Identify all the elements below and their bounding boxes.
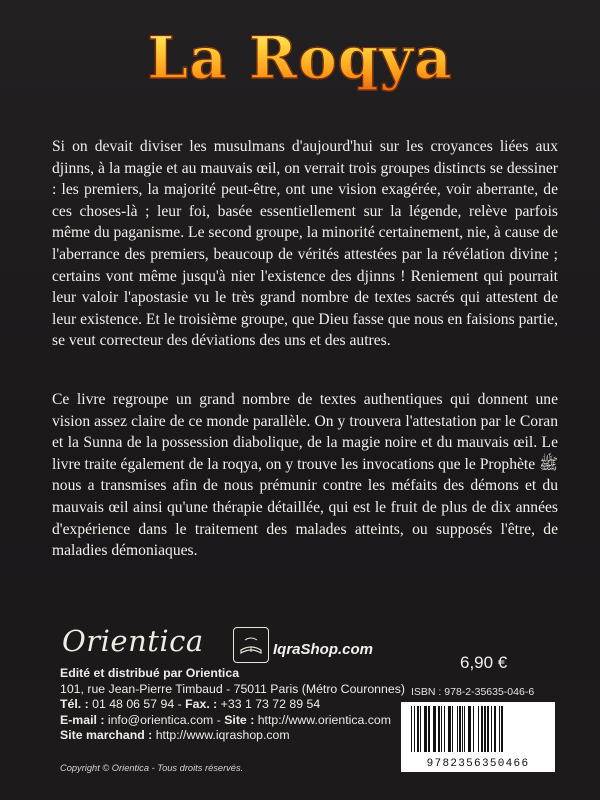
barcode-bar [459, 706, 461, 752]
barcode-bars [401, 702, 555, 758]
site-value: http://www.orientica.com [257, 712, 391, 727]
barcode-bar [424, 706, 427, 752]
iqrashop-logo-text: IqraShop.com [273, 641, 374, 658]
barcode-bar [494, 706, 496, 752]
barcode-bar [452, 706, 453, 752]
barcode-bar [414, 706, 415, 752]
barcode-bar [487, 706, 489, 752]
publisher-phone-row: Tél. : 01 48 06 57 94 - Fax. : +33 1 73 72 89 54 [60, 697, 321, 712]
description-paragraph-2: Ce livre regroupe un grand nombre de textes authentiques qui donnent une vision assez claire de ce monde parallèle. On y trouvera l'attestation par le Coran et la Sunna de la possession diabolique, de la magie noire et du mauvais œil. Le livre traite également de la roqya, on y trouve les invocations que le Prophète ﷺ nous a transmises afin de nous prémunir contre les méfaits des démons et du mauvais œil ainsi qu'une thérapie détaillée, qui est le fruit de plus de dix années d'expérience dans le traitement des malades atteints, ou supposés l'être, de maladies démoniaques. [52, 391, 558, 560]
book-title: La Roqya [0, 18, 600, 98]
email-label: E-mail : [60, 712, 105, 727]
isbn: ISBN : 978-2-35635-046-6 [411, 686, 535, 698]
orientica-logo: Orientica [62, 624, 204, 658]
publisher-line: Edité et distribué par Orientica [60, 666, 240, 680]
iqrashop-book-icon [233, 627, 269, 663]
barcode-bar [444, 706, 445, 752]
barcode-bar [441, 706, 442, 752]
tel-label: Tél. : [60, 697, 89, 712]
barcode-bar [457, 706, 458, 752]
barcode-bar [464, 706, 465, 752]
barcode-bar [484, 706, 486, 752]
publisher-shop-row [60, 728, 405, 744]
shop-label: Site marchand : [60, 728, 153, 743]
barcode-bar [491, 706, 492, 752]
barcode-bar [411, 706, 412, 752]
barcode-bar [417, 706, 419, 752]
tel-value: 01 48 06 57 94 [92, 697, 175, 712]
fax-label: Fax. : [185, 697, 218, 712]
barcode-bar [462, 706, 463, 752]
barcode-bar [428, 706, 430, 752]
barcode [401, 702, 555, 772]
price: 6,90 € [460, 653, 508, 672]
publisher-info [60, 666, 405, 744]
description-paragraph-1: Si on devait diviser les musulmans d'aujourd'hui sur les croyances liées aux djinns, à la magie et au mauvais œil, on verrait trois groupes distincts se dessiner : les premiers, la majorité peut-être, ont une vision exagérée, voir aberrante, de ces choses-là ; leur foi, basée essentiellement sur la légende, relève parfois même du paganisme. Le second groupe, la minorité certainement, nie, à cause de l'aberrance des premiers, beaucoup de vérités attestées par la révélation divine ; certains vont même jusqu'à nier l'existence des djinns ! Reniement qui pourrait leur valoir l'apostasie vu le très grand nombre de textes sacrés qui attestent de leur existence. Et le troisième groupe, que Dieu fasse que nous en faisions partie, se veut correcteur des déviations des uns et des autres. [52, 138, 558, 350]
barcode-bar [420, 706, 421, 752]
barcode-bar [501, 706, 503, 752]
site-label: Site : [224, 712, 255, 727]
barcode-bar [478, 706, 479, 752]
shop-value: http://www.iqrashop.com [155, 728, 290, 743]
barcode-number: 9782356350466 [426, 758, 530, 770]
publisher-address: 101, rue Jean-Pierre Timbaud - 75011 Paris (Métro Couronnes) [60, 681, 405, 696]
email-value: info@orientica.com [107, 712, 214, 727]
barcode-bar [481, 706, 483, 752]
barcode-bar [448, 706, 451, 752]
publisher-contact-row: E-mail : info@orientica.com - Site : http://www.orientica.com [60, 712, 391, 727]
fax-value: +33 1 73 72 89 54 [220, 697, 321, 712]
barcode-bar [473, 706, 474, 752]
barcode-bar [499, 706, 500, 752]
barcode-bar [433, 706, 436, 752]
barcode-bar [438, 706, 440, 752]
barcode-bar [468, 706, 471, 752]
copyright-notice: Copyright © Orientica - Tous droits réservés. [60, 763, 244, 773]
